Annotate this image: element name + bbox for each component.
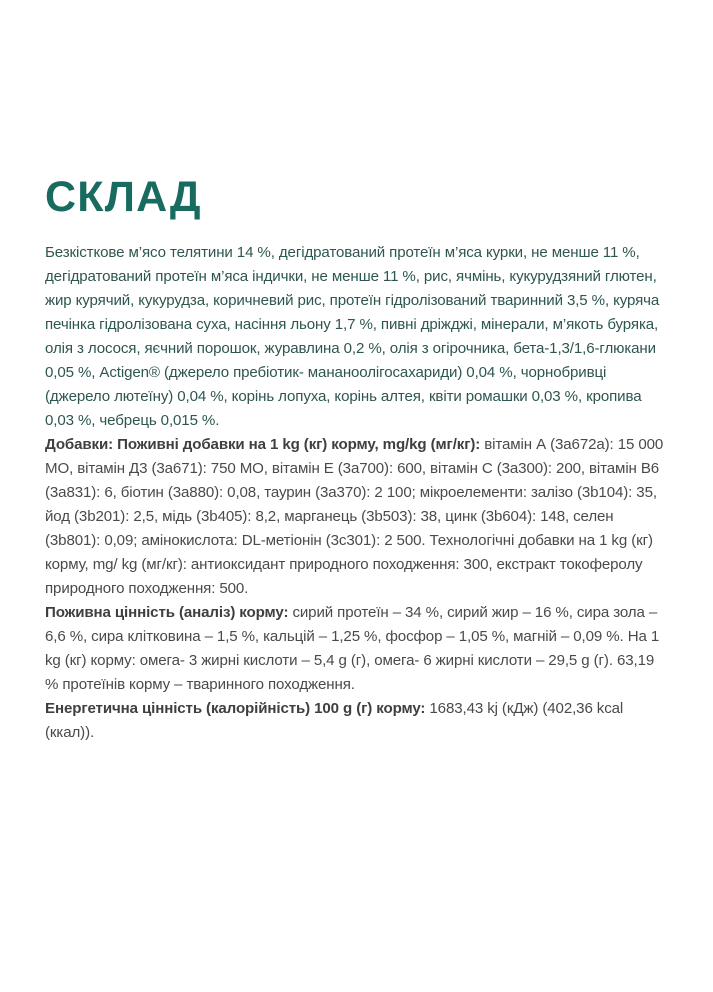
nutrition-heading: Поживна цінність (аналіз) корму: (45, 604, 289, 621)
additives-paragraph (45, 433, 670, 601)
ingredients-paragraph: Безкісткове м’ясо телятини 14 %, дегідратований протеїн м’яса курки, не менше 11 %, дегідратований протеїн м’яса індички, не менше 11 %, рис, ячмінь, кукурудзяний глютен, жир курячий, кукурудза, коричневий рис, протеїн гідролізований тваринний 3,5 %, куряча печінка гідролізована суха, насіння льону 1,7 %, пивні дріжджі, мінерали, м’якоть буряка, олія з лосося, яєчний порошок, журавлина 0,2 %, олія з огірочника, бета-1,3/1,6-глюкани 0,05 %, Actigen® (джерело пребіотик- мананоолігосахариди) 0,04 %, чорнобривці (джерело лютеїну) 0,04 %, корінь лопуха, корінь алтея, квіти ромашки 0,03 %, кропива 0,03 %, чебрець 0,015 %. (45, 244, 660, 429)
energy-body: 1683,43 kj (кДж) (402,36 kcal (ккал)). (45, 700, 624, 741)
content-container (45, 173, 670, 745)
additives-heading: Добавки: Поживні добавки на 1 kg (кг) корму, mg/kg (мг/кг): (45, 436, 481, 453)
page-title: СКЛАД (45, 173, 202, 221)
nutrition-body: сирий протеїн – 34 %, сирий жир – 16 %, сира зола – 6,6 %, сира клітковина – 1,5 %, кальцій – 1,25 %, фосфор – 1,05 %, магній – 0,09 %. На 1 kg (кг) корму: омега- 3 жирні кислоти – 5,4 g (г), омега- 6 жирні кислоти – 29,5 g (г). 63,19 % протеїнів корму – тваринного походження. (45, 604, 660, 693)
energy-heading: Енергетична цінність (калорійність) 100 g (г) корму: (45, 700, 426, 717)
energy-paragraph (45, 697, 670, 745)
nutrition-paragraph (45, 601, 670, 697)
additives-body: вітамін А (3а672а): 15 000 МО, вітамін Д3 (3а671): 750 МО, вітамін Е (3а700): 600, вітамін С (3а300): 200, вітамін В6 (3а831): 6, біотин (3а880): 0,08, таурин (3а370): 2 100; мікроелементи: залізо (3b104): 35, йод (3b201): 2,5, мідь (3b405): 8,2, марганець (3b503): 38, цинк (3b604): 148, селен (3b801): 0,09; амінокислота: DL-метіонін (3с301): 2 500. Технологічні добавки на 1 kg (кг) корму, mg/ kg (мг/кг): антиоксидант природного походження: 300, екстракт токоферолу природного походження: 500. (45, 436, 664, 597)
